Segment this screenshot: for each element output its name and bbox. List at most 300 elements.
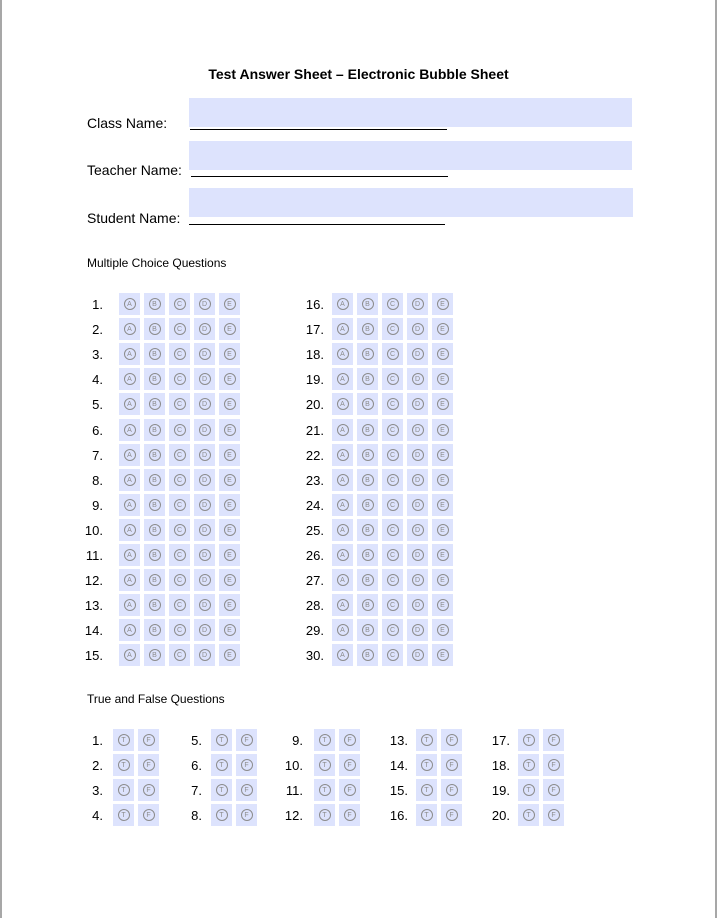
answer-bubble-c[interactable] bbox=[169, 594, 190, 616]
bubble-letter: C bbox=[174, 574, 186, 586]
answer-bubble-c[interactable] bbox=[382, 519, 403, 541]
answer-bubble-a[interactable] bbox=[332, 318, 353, 340]
question-number: 18. bbox=[305, 347, 324, 363]
bubble-letter: T bbox=[319, 809, 331, 821]
answer-bubble-c[interactable] bbox=[382, 594, 403, 616]
answer-bubble-c[interactable] bbox=[382, 318, 403, 340]
answer-bubble-c[interactable] bbox=[169, 293, 190, 315]
answer-bubble-t[interactable] bbox=[314, 804, 335, 826]
answer-bubble-a[interactable] bbox=[119, 594, 140, 616]
bubble-letter: B bbox=[149, 549, 161, 561]
answer-bubble-c[interactable] bbox=[382, 419, 403, 441]
question-number: 10. bbox=[84, 522, 103, 538]
answer-bubble-e[interactable] bbox=[219, 368, 240, 390]
answer-bubble-c[interactable] bbox=[169, 469, 190, 491]
bubble-letter: E bbox=[224, 549, 236, 561]
answer-bubble-e[interactable] bbox=[432, 318, 453, 340]
bubble-letter: T bbox=[216, 759, 228, 771]
answer-bubble-c[interactable] bbox=[169, 318, 190, 340]
answer-bubble-e[interactable] bbox=[432, 494, 453, 516]
answer-bubble-e[interactable] bbox=[219, 393, 240, 415]
answer-bubble-c[interactable] bbox=[169, 419, 190, 441]
question-number: 30. bbox=[305, 648, 324, 664]
bubble-letter: D bbox=[412, 624, 424, 636]
student-name-input[interactable] bbox=[189, 188, 633, 217]
answer-bubble-e[interactable] bbox=[219, 594, 240, 616]
answer-bubble-d[interactable] bbox=[194, 419, 215, 441]
bubble-letter: A bbox=[124, 348, 136, 360]
bubble-letter: C bbox=[174, 499, 186, 511]
answer-bubble-e[interactable] bbox=[432, 569, 453, 591]
answer-bubble-b[interactable] bbox=[144, 368, 165, 390]
bubble-letter: B bbox=[149, 624, 161, 636]
answer-bubble-b[interactable] bbox=[144, 293, 165, 315]
answer-bubble-b[interactable] bbox=[357, 444, 378, 466]
bubble-letter: T bbox=[319, 759, 331, 771]
answer-bubble-f[interactable] bbox=[236, 804, 257, 826]
answer-bubble-a[interactable] bbox=[119, 644, 140, 666]
answer-bubble-c[interactable] bbox=[169, 368, 190, 390]
answer-bubble-t[interactable] bbox=[113, 729, 134, 751]
answer-bubble-a[interactable] bbox=[119, 368, 140, 390]
bubble-letter: E bbox=[437, 348, 449, 360]
question-number: 11. bbox=[285, 783, 303, 798]
answer-bubble-a[interactable] bbox=[119, 569, 140, 591]
bubble-letter: A bbox=[337, 574, 349, 586]
bubble-letter: E bbox=[224, 348, 236, 360]
bubble-letter: F bbox=[548, 809, 560, 821]
answer-bubble-d[interactable] bbox=[194, 293, 215, 315]
answer-bubble-e[interactable] bbox=[432, 519, 453, 541]
answer-bubble-a[interactable] bbox=[119, 318, 140, 340]
answer-bubble-a[interactable] bbox=[119, 393, 140, 415]
answer-bubble-f[interactable] bbox=[441, 729, 462, 751]
bubble-letter: E bbox=[224, 649, 236, 661]
answer-bubble-b[interactable] bbox=[357, 469, 378, 491]
answer-bubble-t[interactable] bbox=[416, 754, 437, 776]
answer-bubble-c[interactable] bbox=[382, 393, 403, 415]
answer-bubble-b[interactable] bbox=[144, 494, 165, 516]
answer-bubble-t[interactable] bbox=[416, 779, 437, 801]
bubble-letter: D bbox=[412, 323, 424, 335]
answer-bubble-t[interactable] bbox=[113, 779, 134, 801]
answer-bubble-a[interactable] bbox=[332, 419, 353, 441]
answer-bubble-e[interactable] bbox=[432, 293, 453, 315]
answer-bubble-e[interactable] bbox=[432, 419, 453, 441]
answer-bubble-d[interactable] bbox=[194, 519, 215, 541]
answer-bubble-d[interactable] bbox=[194, 619, 215, 641]
answer-bubble-f[interactable] bbox=[236, 729, 257, 751]
answer-bubble-b[interactable] bbox=[144, 644, 165, 666]
answer-bubble-d[interactable] bbox=[194, 494, 215, 516]
answer-bubble-a[interactable] bbox=[332, 569, 353, 591]
answer-bubble-b[interactable] bbox=[144, 594, 165, 616]
answer-bubble-e[interactable] bbox=[432, 444, 453, 466]
bubble-letter: E bbox=[224, 499, 236, 511]
answer-bubble-d[interactable] bbox=[407, 619, 428, 641]
answer-bubble-c[interactable] bbox=[169, 393, 190, 415]
answer-bubble-c[interactable] bbox=[382, 644, 403, 666]
answer-bubble-e[interactable] bbox=[432, 544, 453, 566]
bubble-letter: D bbox=[199, 373, 211, 385]
question-number: 3. bbox=[92, 347, 103, 363]
answer-bubble-d[interactable] bbox=[194, 318, 215, 340]
answer-bubble-f[interactable] bbox=[339, 779, 360, 801]
question-number: 17. bbox=[305, 322, 324, 338]
answer-bubble-b[interactable] bbox=[144, 519, 165, 541]
answer-bubble-c[interactable] bbox=[169, 619, 190, 641]
question-number: 22. bbox=[305, 447, 324, 463]
bubble-letter: D bbox=[199, 599, 211, 611]
answer-bubble-f[interactable] bbox=[138, 779, 159, 801]
bubble-letter: C bbox=[387, 424, 399, 436]
answer-bubble-d[interactable] bbox=[407, 444, 428, 466]
answer-bubble-d[interactable] bbox=[407, 393, 428, 415]
bubble-letter: A bbox=[337, 298, 349, 310]
question-number: 8. bbox=[191, 808, 202, 823]
answer-bubble-d[interactable] bbox=[407, 469, 428, 491]
answer-bubble-f[interactable] bbox=[441, 754, 462, 776]
answer-bubble-d[interactable] bbox=[407, 519, 428, 541]
bubble-letter: B bbox=[362, 398, 374, 410]
answer-bubble-c[interactable] bbox=[169, 644, 190, 666]
answer-bubble-e[interactable] bbox=[219, 469, 240, 491]
answer-bubble-f[interactable] bbox=[339, 804, 360, 826]
answer-bubble-c[interactable] bbox=[382, 544, 403, 566]
answer-bubble-f[interactable] bbox=[543, 754, 564, 776]
answer-bubble-t[interactable] bbox=[518, 754, 539, 776]
bubble-letter: D bbox=[199, 649, 211, 661]
answer-bubble-d[interactable] bbox=[194, 368, 215, 390]
answer-bubble-e[interactable] bbox=[219, 444, 240, 466]
question-number: 9. bbox=[292, 733, 303, 748]
bubble-letter: A bbox=[337, 624, 349, 636]
answer-bubble-b[interactable] bbox=[357, 393, 378, 415]
answer-bubble-b[interactable] bbox=[144, 393, 165, 415]
answer-bubble-b[interactable] bbox=[144, 544, 165, 566]
question-number: 8. bbox=[92, 472, 103, 488]
answer-bubble-a[interactable] bbox=[332, 469, 353, 491]
answer-bubble-c[interactable] bbox=[169, 444, 190, 466]
answer-bubble-b[interactable] bbox=[144, 469, 165, 491]
bubble-letter: D bbox=[412, 474, 424, 486]
answer-bubble-t[interactable] bbox=[416, 729, 437, 751]
answer-bubble-b[interactable] bbox=[357, 494, 378, 516]
bubble-letter: E bbox=[224, 398, 236, 410]
answer-bubble-d[interactable] bbox=[194, 594, 215, 616]
answer-bubble-c[interactable] bbox=[382, 619, 403, 641]
answer-bubble-f[interactable] bbox=[543, 804, 564, 826]
answer-bubble-a[interactable] bbox=[332, 644, 353, 666]
answer-bubble-b[interactable] bbox=[357, 544, 378, 566]
answer-bubble-a[interactable] bbox=[119, 494, 140, 516]
question-number: 7. bbox=[191, 783, 202, 798]
answer-bubble-d[interactable] bbox=[407, 594, 428, 616]
answer-bubble-e[interactable] bbox=[219, 293, 240, 315]
answer-bubble-c[interactable] bbox=[169, 519, 190, 541]
bubble-letter: E bbox=[224, 599, 236, 611]
bubble-letter: E bbox=[437, 474, 449, 486]
bubble-letter: C bbox=[387, 348, 399, 360]
answer-bubble-a[interactable] bbox=[119, 343, 140, 365]
answer-bubble-a[interactable] bbox=[332, 444, 353, 466]
answer-bubble-b[interactable] bbox=[357, 619, 378, 641]
bubble-letter: E bbox=[224, 298, 236, 310]
answer-bubble-e[interactable] bbox=[432, 619, 453, 641]
answer-bubble-d[interactable] bbox=[407, 343, 428, 365]
bubble-letter: F bbox=[344, 784, 356, 796]
bubble-letter: E bbox=[224, 449, 236, 461]
bubble-letter: T bbox=[421, 784, 433, 796]
answer-bubble-a[interactable] bbox=[119, 469, 140, 491]
answer-bubble-a[interactable] bbox=[332, 519, 353, 541]
bubble-letter: F bbox=[241, 734, 253, 746]
answer-bubble-b[interactable] bbox=[357, 644, 378, 666]
answer-bubble-c[interactable] bbox=[169, 544, 190, 566]
question-number: 4. bbox=[92, 808, 103, 823]
answer-bubble-b[interactable] bbox=[357, 419, 378, 441]
answer-bubble-d[interactable] bbox=[407, 368, 428, 390]
bubble-letter: C bbox=[174, 424, 186, 436]
answer-bubble-e[interactable] bbox=[432, 644, 453, 666]
answer-bubble-c[interactable] bbox=[382, 293, 403, 315]
question-number: 19. bbox=[305, 372, 324, 388]
answer-bubble-a[interactable] bbox=[332, 368, 353, 390]
class-name-input[interactable] bbox=[189, 98, 632, 127]
bubble-letter: B bbox=[149, 599, 161, 611]
answer-bubble-f[interactable] bbox=[339, 754, 360, 776]
answer-bubble-c[interactable] bbox=[169, 343, 190, 365]
answer-bubble-f[interactable] bbox=[236, 754, 257, 776]
answer-bubble-e[interactable] bbox=[432, 469, 453, 491]
student-name-label: Student Name: bbox=[87, 210, 181, 226]
bubble-letter: E bbox=[224, 524, 236, 536]
bubble-letter: F bbox=[344, 759, 356, 771]
bubble-letter: E bbox=[224, 424, 236, 436]
bubble-letter: F bbox=[446, 784, 458, 796]
answer-bubble-f[interactable] bbox=[543, 779, 564, 801]
answer-bubble-d[interactable] bbox=[407, 569, 428, 591]
answer-bubble-c[interactable] bbox=[382, 368, 403, 390]
answer-bubble-b[interactable] bbox=[144, 619, 165, 641]
question-number: 6. bbox=[191, 758, 202, 773]
answer-bubble-t[interactable] bbox=[211, 729, 232, 751]
bubble-letter: B bbox=[149, 348, 161, 360]
answer-bubble-d[interactable] bbox=[407, 494, 428, 516]
answer-bubble-a[interactable] bbox=[332, 293, 353, 315]
answer-bubble-b[interactable] bbox=[357, 569, 378, 591]
bubble-letter: C bbox=[387, 474, 399, 486]
question-number: 15. bbox=[389, 783, 408, 798]
answer-bubble-t[interactable] bbox=[314, 729, 335, 751]
answer-bubble-t[interactable] bbox=[211, 804, 232, 826]
answer-bubble-b[interactable] bbox=[144, 318, 165, 340]
answer-bubble-a[interactable] bbox=[332, 544, 353, 566]
answer-bubble-e[interactable] bbox=[219, 544, 240, 566]
answer-bubble-e[interactable] bbox=[219, 343, 240, 365]
answer-bubble-d[interactable] bbox=[194, 343, 215, 365]
answer-bubble-f[interactable] bbox=[138, 729, 159, 751]
bubble-letter: B bbox=[362, 298, 374, 310]
question-number: 4. bbox=[92, 372, 103, 388]
bubble-letter: D bbox=[412, 549, 424, 561]
answer-bubble-c[interactable] bbox=[382, 444, 403, 466]
answer-bubble-c[interactable] bbox=[382, 569, 403, 591]
answer-bubble-f[interactable] bbox=[543, 729, 564, 751]
bubble-letter: T bbox=[319, 734, 331, 746]
answer-bubble-e[interactable] bbox=[219, 419, 240, 441]
answer-bubble-a[interactable] bbox=[332, 393, 353, 415]
answer-bubble-c[interactable] bbox=[169, 569, 190, 591]
bubble-letter: A bbox=[337, 424, 349, 436]
answer-bubble-d[interactable] bbox=[407, 293, 428, 315]
answer-bubble-d[interactable] bbox=[407, 318, 428, 340]
answer-bubble-d[interactable] bbox=[194, 469, 215, 491]
answer-bubble-f[interactable] bbox=[138, 754, 159, 776]
bubble-letter: B bbox=[362, 574, 374, 586]
bubble-letter: F bbox=[548, 784, 560, 796]
answer-bubble-f[interactable] bbox=[441, 779, 462, 801]
bubble-letter: C bbox=[174, 549, 186, 561]
answer-bubble-a[interactable] bbox=[332, 619, 353, 641]
answer-bubble-f[interactable] bbox=[236, 779, 257, 801]
question-number: 14. bbox=[84, 623, 103, 639]
answer-bubble-b[interactable] bbox=[357, 293, 378, 315]
answer-bubble-a[interactable] bbox=[119, 619, 140, 641]
answer-bubble-t[interactable] bbox=[211, 754, 232, 776]
bubble-letter: F bbox=[143, 784, 155, 796]
answer-bubble-t[interactable] bbox=[518, 779, 539, 801]
bubble-letter: B bbox=[149, 574, 161, 586]
question-number: 26. bbox=[305, 548, 324, 563]
bubble-letter: T bbox=[216, 809, 228, 821]
bubble-letter: F bbox=[446, 809, 458, 821]
bubble-letter: E bbox=[437, 599, 449, 611]
answer-bubble-a[interactable] bbox=[332, 343, 353, 365]
bubble-letter: F bbox=[344, 809, 356, 821]
answer-bubble-b[interactable] bbox=[144, 419, 165, 441]
bubble-letter: A bbox=[337, 323, 349, 335]
bubble-letter: A bbox=[337, 474, 349, 486]
answer-bubble-e[interactable] bbox=[219, 569, 240, 591]
answer-bubble-e[interactable] bbox=[219, 494, 240, 516]
answer-bubble-a[interactable] bbox=[119, 519, 140, 541]
answer-bubble-a[interactable] bbox=[119, 444, 140, 466]
bubble-letter: C bbox=[387, 599, 399, 611]
question-number: 23. bbox=[305, 472, 324, 488]
bubble-letter: C bbox=[387, 449, 399, 461]
bubble-letter: D bbox=[199, 449, 211, 461]
bubble-letter: E bbox=[224, 373, 236, 385]
bubble-letter: C bbox=[174, 298, 186, 310]
bubble-letter: E bbox=[437, 574, 449, 586]
answer-bubble-b[interactable] bbox=[357, 318, 378, 340]
question-number: 5. bbox=[92, 397, 103, 413]
answer-bubble-e[interactable] bbox=[432, 393, 453, 415]
answer-bubble-t[interactable] bbox=[416, 804, 437, 826]
teacher-name-input[interactable] bbox=[189, 141, 632, 170]
bubble-letter: D bbox=[199, 474, 211, 486]
answer-bubble-t[interactable] bbox=[113, 754, 134, 776]
answer-bubble-b[interactable] bbox=[357, 594, 378, 616]
answer-bubble-b[interactable] bbox=[357, 519, 378, 541]
bubble-letter: F bbox=[143, 809, 155, 821]
bubble-letter: D bbox=[412, 373, 424, 385]
bubble-letter: B bbox=[149, 398, 161, 410]
answer-bubble-d[interactable] bbox=[407, 419, 428, 441]
question-number: 29. bbox=[305, 623, 324, 639]
answer-bubble-d[interactable] bbox=[194, 644, 215, 666]
answer-bubble-t[interactable] bbox=[211, 779, 232, 801]
answer-bubble-b[interactable] bbox=[357, 343, 378, 365]
bubble-letter: T bbox=[523, 734, 535, 746]
answer-bubble-f[interactable] bbox=[441, 804, 462, 826]
answer-bubble-d[interactable] bbox=[407, 644, 428, 666]
answer-bubble-t[interactable] bbox=[113, 804, 134, 826]
bubble-letter: A bbox=[124, 398, 136, 410]
answer-bubble-c[interactable] bbox=[382, 469, 403, 491]
answer-bubble-b[interactable] bbox=[144, 343, 165, 365]
answer-bubble-a[interactable] bbox=[119, 293, 140, 315]
answer-bubble-c[interactable] bbox=[169, 494, 190, 516]
answer-bubble-d[interactable] bbox=[194, 444, 215, 466]
answer-bubble-e[interactable] bbox=[219, 318, 240, 340]
bubble-letter: E bbox=[224, 624, 236, 636]
answer-bubble-t[interactable] bbox=[314, 754, 335, 776]
bubble-letter: D bbox=[199, 574, 211, 586]
answer-bubble-a[interactable] bbox=[332, 594, 353, 616]
answer-bubble-a[interactable] bbox=[119, 419, 140, 441]
answer-bubble-b[interactable] bbox=[357, 368, 378, 390]
answer-bubble-e[interactable] bbox=[432, 368, 453, 390]
answer-bubble-e[interactable] bbox=[219, 619, 240, 641]
bubble-letter: T bbox=[421, 809, 433, 821]
answer-bubble-e[interactable] bbox=[219, 519, 240, 541]
answer-bubble-a[interactable] bbox=[119, 544, 140, 566]
question-number: 14. bbox=[389, 758, 408, 773]
answer-bubble-b[interactable] bbox=[144, 444, 165, 466]
bubble-letter: D bbox=[412, 424, 424, 436]
answer-bubble-e[interactable] bbox=[432, 343, 453, 365]
answer-bubble-d[interactable] bbox=[194, 393, 215, 415]
answer-bubble-b[interactable] bbox=[144, 569, 165, 591]
bubble-letter: B bbox=[149, 373, 161, 385]
answer-bubble-t[interactable] bbox=[518, 729, 539, 751]
question-number: 24. bbox=[305, 497, 324, 513]
bubble-letter: B bbox=[362, 499, 374, 511]
bubble-letter: C bbox=[174, 348, 186, 360]
bubble-letter: F bbox=[241, 759, 253, 771]
answer-bubble-d[interactable] bbox=[194, 569, 215, 591]
class-name-label: Class Name: bbox=[87, 115, 168, 131]
answer-bubble-a[interactable] bbox=[332, 494, 353, 516]
answer-bubble-c[interactable] bbox=[382, 494, 403, 516]
answer-bubble-d[interactable] bbox=[407, 544, 428, 566]
answer-bubble-t[interactable] bbox=[518, 804, 539, 826]
page-border-left bbox=[0, 0, 2, 918]
bubble-letter: A bbox=[124, 649, 136, 661]
answer-bubble-e[interactable] bbox=[219, 644, 240, 666]
answer-bubble-f[interactable] bbox=[138, 804, 159, 826]
answer-bubble-f[interactable] bbox=[339, 729, 360, 751]
answer-bubble-t[interactable] bbox=[314, 779, 335, 801]
class-name-underline bbox=[190, 129, 447, 130]
bubble-letter: B bbox=[149, 298, 161, 310]
bubble-letter: E bbox=[437, 549, 449, 561]
answer-bubble-c[interactable] bbox=[382, 343, 403, 365]
answer-bubble-d[interactable] bbox=[194, 544, 215, 566]
answer-bubble-e[interactable] bbox=[432, 594, 453, 616]
